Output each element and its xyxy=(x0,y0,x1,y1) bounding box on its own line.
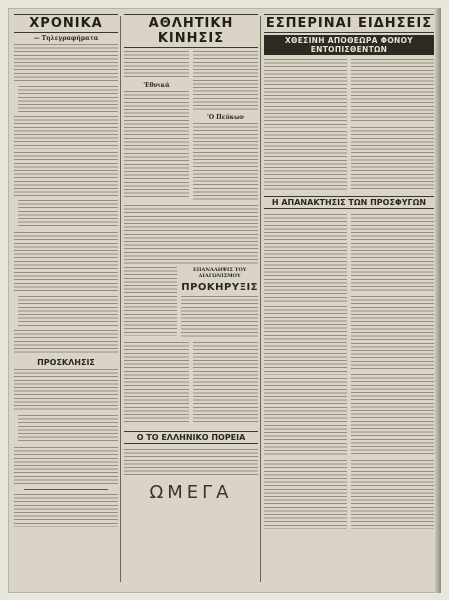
text-block xyxy=(124,152,189,200)
text-block xyxy=(124,50,189,80)
headline-band: ΧΘΕΣΙΝΗ ΑΠΟΘΕΩΡΑ ΦΟΝΟΥ ΕΝΤΟΠΙΣΘΕΝΤΩΝ xyxy=(264,35,434,55)
divider xyxy=(24,489,108,490)
text-block xyxy=(18,199,118,229)
section-band: Η ΑΠΑΝΑΚΤΗΣΙΣ ΤΩΝ ΠΡΟΣΦΥΓΩΝ xyxy=(264,196,434,209)
section-band: Ο ΤΟ ΕΛΛΗΝΙΚΟ ΠΟΡΕΙΑ xyxy=(124,431,258,444)
text-block xyxy=(14,368,118,412)
text-block xyxy=(264,58,347,128)
subheading: — Τηλεγραφήματα xyxy=(33,35,99,42)
text-block xyxy=(14,446,118,486)
two-column-block xyxy=(124,50,258,204)
section-heading: ΠΡΟΣΚΛΗΣΙΣ xyxy=(37,358,95,367)
text-block xyxy=(264,305,347,375)
section-heading: ΠΡΟΚΗΡΥΞΙΣ xyxy=(181,282,258,293)
masthead: ΩΜΕΓΑ xyxy=(149,482,233,503)
text-block xyxy=(14,271,118,293)
column-header: ΧΡΟΝΙΚΑ xyxy=(14,14,118,33)
text-block xyxy=(124,341,189,425)
text-block xyxy=(351,126,434,190)
text-block xyxy=(264,130,347,190)
column-athletics xyxy=(124,14,258,586)
text-block xyxy=(14,493,118,527)
page-edge xyxy=(435,8,441,593)
two-column-block xyxy=(124,341,258,427)
text-block xyxy=(181,295,258,339)
text-block xyxy=(18,85,118,113)
text-block xyxy=(14,231,118,269)
column-rule xyxy=(260,16,261,582)
subheading: 'Εθνικά xyxy=(143,82,170,89)
text-block xyxy=(14,151,118,197)
column-header: ΑΘΛΗΤΙΚΗ ΚΙΝΗΣΙΣ xyxy=(124,14,258,48)
text-block xyxy=(193,50,258,112)
text-block xyxy=(264,213,347,303)
text-block xyxy=(18,295,118,327)
two-column-block xyxy=(124,266,258,341)
text-block xyxy=(264,459,347,529)
text-block xyxy=(264,377,347,457)
text-block xyxy=(193,341,258,425)
newspaper-page xyxy=(8,8,441,593)
column-rule xyxy=(120,16,121,582)
subheading: ΕΠΑΝΑΛΗΨΙΣ ΤΟΥ ΔΙΑΓΩΝΙΣΜΟΥ xyxy=(192,267,247,279)
two-column-block xyxy=(264,58,434,192)
subheading: 'Ο Πεύκων xyxy=(206,114,244,121)
text-block xyxy=(124,448,258,476)
text-block xyxy=(18,414,118,444)
two-column-block xyxy=(264,213,434,531)
text-block xyxy=(124,266,177,336)
text-block xyxy=(124,204,258,264)
text-block xyxy=(193,122,258,202)
text-block xyxy=(351,295,434,371)
column-chronika xyxy=(14,14,118,586)
column-evening-news xyxy=(264,14,434,586)
text-block xyxy=(14,115,118,149)
text-block xyxy=(14,43,118,83)
text-block xyxy=(124,90,189,150)
text-block xyxy=(351,58,434,124)
text-block xyxy=(14,329,118,355)
text-block xyxy=(351,373,434,457)
column-header: ΕΣΠΕΡΙΝΑΙ ΕΙΔΗΣΕΙΣ xyxy=(265,16,433,31)
text-block xyxy=(351,459,434,529)
text-block xyxy=(351,213,434,293)
